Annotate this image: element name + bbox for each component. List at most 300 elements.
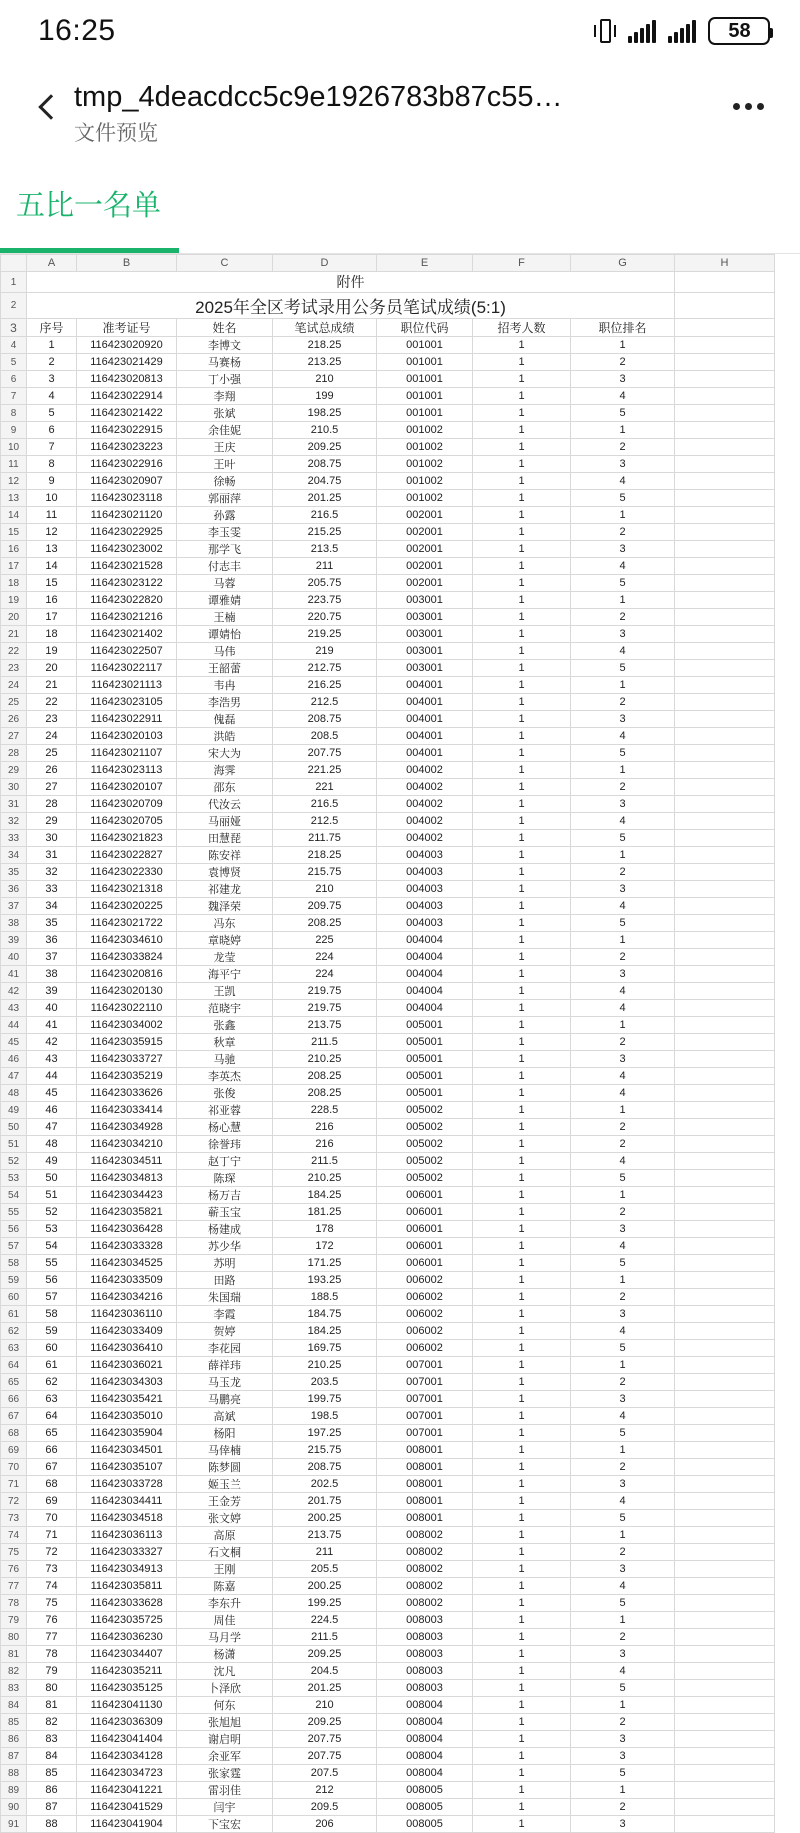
cell-exam-number[interactable]: 116423034128 <box>77 1748 177 1765</box>
cell-exam-number[interactable]: 116423041404 <box>77 1731 177 1748</box>
row-header[interactable]: 30 <box>1 779 27 796</box>
cell-position-rank[interactable]: 1 <box>571 1357 675 1374</box>
cell-name[interactable]: 王叶 <box>177 456 273 473</box>
cell-score[interactable]: 218.25 <box>273 337 377 354</box>
row-header-3[interactable]: 3 <box>1 319 27 337</box>
cell-position-code[interactable]: 004002 <box>377 830 473 847</box>
cell-score[interactable]: 207.5 <box>273 1765 377 1782</box>
table-row[interactable] <box>1 1476 775 1493</box>
cell-hire-count[interactable]: 1 <box>473 1612 571 1629</box>
cell-index[interactable]: 34 <box>27 898 77 915</box>
empty-cell[interactable] <box>675 796 775 813</box>
cell-index[interactable]: 41 <box>27 1017 77 1034</box>
cell-exam-number[interactable]: 116423034411 <box>77 1493 177 1510</box>
cell-hire-count[interactable]: 1 <box>473 643 571 660</box>
cell-hire-count[interactable]: 1 <box>473 1170 571 1187</box>
cell-position-rank[interactable]: 2 <box>571 1799 675 1816</box>
empty-cell[interactable] <box>675 354 775 371</box>
cell-exam-number[interactable]: 116423020130 <box>77 983 177 1000</box>
cell-index[interactable]: 57 <box>27 1289 77 1306</box>
cell-position-rank[interactable]: 5 <box>571 490 675 507</box>
cell-exam-number[interactable]: 116423020816 <box>77 966 177 983</box>
header-cell-hire-count[interactable]: 招考人数 <box>473 319 571 337</box>
cell-index[interactable]: 81 <box>27 1697 77 1714</box>
cell-position-rank[interactable]: 4 <box>571 898 675 915</box>
empty-cell[interactable] <box>675 1119 775 1136</box>
cell-score[interactable]: 209.75 <box>273 898 377 915</box>
cell-score[interactable]: 207.75 <box>273 1731 377 1748</box>
cell-position-rank[interactable]: 4 <box>571 1238 675 1255</box>
empty-cell[interactable] <box>675 422 775 439</box>
empty-cell[interactable] <box>675 439 775 456</box>
table-row[interactable] <box>1 915 775 932</box>
cell-hire-count[interactable]: 1 <box>473 1629 571 1646</box>
cell-hire-count[interactable]: 1 <box>473 1289 571 1306</box>
cell-hire-count[interactable]: 1 <box>473 422 571 439</box>
cell-name[interactable]: 张文婷 <box>177 1510 273 1527</box>
cell-index[interactable]: 82 <box>27 1714 77 1731</box>
cell-position-code[interactable]: 004004 <box>377 932 473 949</box>
table-row[interactable] <box>1 1306 775 1323</box>
cell-score[interactable]: 216 <box>273 1136 377 1153</box>
row-header-1[interactable]: 1 <box>1 272 27 293</box>
cell-position-code[interactable]: 006002 <box>377 1323 473 1340</box>
cell-name[interactable]: 付志丰 <box>177 558 273 575</box>
cell-exam-number[interactable]: 116423020107 <box>77 779 177 796</box>
empty-cell[interactable] <box>675 915 775 932</box>
cell-index[interactable]: 39 <box>27 983 77 1000</box>
row-header[interactable]: 26 <box>1 711 27 728</box>
cell-name[interactable]: 丁小强 <box>177 371 273 388</box>
cell-exam-number[interactable]: 116423035125 <box>77 1680 177 1697</box>
cell-hire-count[interactable]: 1 <box>473 1085 571 1102</box>
cell-position-rank[interactable]: 3 <box>571 1306 675 1323</box>
empty-cell[interactable] <box>675 1544 775 1561</box>
empty-cell[interactable] <box>675 1799 775 1816</box>
cell-index[interactable]: 8 <box>27 456 77 473</box>
table-row[interactable] <box>1 1119 775 1136</box>
cell-exam-number[interactable]: 116423020709 <box>77 796 177 813</box>
cell-exam-number[interactable]: 116423034928 <box>77 1119 177 1136</box>
cell-score[interactable]: 203.5 <box>273 1374 377 1391</box>
cell-hire-count[interactable]: 1 <box>473 473 571 490</box>
cell-hire-count[interactable]: 1 <box>473 1578 571 1595</box>
row-header[interactable]: 46 <box>1 1051 27 1068</box>
table-row[interactable] <box>1 507 775 524</box>
cell-hire-count[interactable]: 1 <box>473 694 571 711</box>
cell-hire-count[interactable]: 1 <box>473 371 571 388</box>
empty-cell[interactable] <box>675 881 775 898</box>
cell-position-code[interactable]: 004003 <box>377 864 473 881</box>
table-row[interactable] <box>1 1017 775 1034</box>
cell-name[interactable]: 海平宁 <box>177 966 273 983</box>
cell-position-rank[interactable]: 5 <box>571 1595 675 1612</box>
row-header[interactable]: 37 <box>1 898 27 915</box>
cell-name[interactable]: 李博文 <box>177 337 273 354</box>
cell-score[interactable]: 215.75 <box>273 864 377 881</box>
table-row[interactable] <box>1 711 775 728</box>
row-header[interactable]: 13 <box>1 490 27 507</box>
cell-name[interactable]: 下宝宏 <box>177 1816 273 1833</box>
cell-index[interactable]: 22 <box>27 694 77 711</box>
cell-position-code[interactable]: 003001 <box>377 643 473 660</box>
cell-score[interactable]: 204.75 <box>273 473 377 490</box>
cell-hire-count[interactable]: 1 <box>473 609 571 626</box>
cell-exam-number[interactable]: 116423033728 <box>77 1476 177 1493</box>
empty-cell[interactable] <box>675 1170 775 1187</box>
empty-cell[interactable] <box>675 1221 775 1238</box>
cell-hire-count[interactable]: 1 <box>473 1034 571 1051</box>
cell-position-rank[interactable]: 1 <box>571 1782 675 1799</box>
empty-cell[interactable] <box>675 932 775 949</box>
empty-cell[interactable] <box>675 1289 775 1306</box>
cell-name[interactable]: 马蓉 <box>177 575 273 592</box>
cell-position-code[interactable]: 005001 <box>377 1034 473 1051</box>
cell-exam-number[interactable]: 116423034525 <box>77 1255 177 1272</box>
cell-name[interactable]: 贺婷 <box>177 1323 273 1340</box>
cell-exam-number[interactable]: 116423023223 <box>77 439 177 456</box>
cell-index[interactable]: 61 <box>27 1357 77 1374</box>
cell-hire-count[interactable]: 1 <box>473 966 571 983</box>
empty-cell[interactable] <box>675 1748 775 1765</box>
cell-position-code[interactable]: 001002 <box>377 422 473 439</box>
cell-position-code[interactable]: 001001 <box>377 371 473 388</box>
table-row[interactable] <box>1 1068 775 1085</box>
cell-hire-count[interactable]: 1 <box>473 1714 571 1731</box>
empty-cell[interactable] <box>675 1136 775 1153</box>
cell-name[interactable]: 龙莹 <box>177 949 273 966</box>
cell-name[interactable]: 马月学 <box>177 1629 273 1646</box>
cell-index[interactable]: 84 <box>27 1748 77 1765</box>
cell-position-rank[interactable]: 3 <box>571 1646 675 1663</box>
empty-cell[interactable] <box>675 1714 775 1731</box>
cell-index[interactable]: 80 <box>27 1680 77 1697</box>
empty-cell[interactable] <box>675 1255 775 1272</box>
cell-name[interactable]: 冯东 <box>177 915 273 932</box>
cell-exam-number[interactable]: 116423021113 <box>77 677 177 694</box>
cell-position-rank[interactable]: 4 <box>571 1153 675 1170</box>
empty-cell[interactable] <box>675 1731 775 1748</box>
cell-position-rank[interactable]: 1 <box>571 1442 675 1459</box>
cell-hire-count[interactable]: 1 <box>473 1527 571 1544</box>
empty-cell[interactable] <box>675 626 775 643</box>
empty-cell[interactable] <box>675 1663 775 1680</box>
cell-index[interactable]: 79 <box>27 1663 77 1680</box>
cell-exam-number[interactable]: 116423035915 <box>77 1034 177 1051</box>
cell-score[interactable]: 210.25 <box>273 1170 377 1187</box>
row-header[interactable]: 27 <box>1 728 27 745</box>
row-header[interactable]: 19 <box>1 592 27 609</box>
table-row[interactable] <box>1 1085 775 1102</box>
cell-name[interactable]: 田路 <box>177 1272 273 1289</box>
cell-score[interactable]: 209.25 <box>273 1714 377 1731</box>
cell-position-code[interactable]: 008002 <box>377 1578 473 1595</box>
cell-score[interactable]: 198.5 <box>273 1408 377 1425</box>
cell-hire-count[interactable]: 1 <box>473 1459 571 1476</box>
cell-position-rank[interactable]: 1 <box>571 422 675 439</box>
column-header-c[interactable]: C <box>177 255 273 272</box>
cell-position-code[interactable]: 003001 <box>377 626 473 643</box>
row-header[interactable]: 8 <box>1 405 27 422</box>
cell-position-rank[interactable]: 1 <box>571 507 675 524</box>
cell-name[interactable]: 张俊 <box>177 1085 273 1102</box>
row-header[interactable]: 84 <box>1 1697 27 1714</box>
empty-cell[interactable] <box>675 660 775 677</box>
cell-position-code[interactable]: 008003 <box>377 1663 473 1680</box>
header-cell-position-rank[interactable]: 职位排名 <box>571 319 675 337</box>
table-row[interactable] <box>1 541 775 558</box>
cell-hire-count[interactable]: 1 <box>473 915 571 932</box>
cell-exam-number[interactable]: 116423021318 <box>77 881 177 898</box>
cell-hire-count[interactable]: 1 <box>473 1323 571 1340</box>
row-header[interactable]: 24 <box>1 677 27 694</box>
empty-cell[interactable] <box>675 524 775 541</box>
cell-name[interactable]: 杨建成 <box>177 1221 273 1238</box>
row-header[interactable]: 31 <box>1 796 27 813</box>
cell-position-rank[interactable]: 1 <box>571 1527 675 1544</box>
cell-index[interactable]: 21 <box>27 677 77 694</box>
cell-position-code[interactable]: 004002 <box>377 779 473 796</box>
cell-name[interactable]: 王金芳 <box>177 1493 273 1510</box>
cell-position-code[interactable]: 008002 <box>377 1527 473 1544</box>
cell-index[interactable]: 70 <box>27 1510 77 1527</box>
cell-position-code[interactable]: 008004 <box>377 1748 473 1765</box>
cell-position-code[interactable]: 008004 <box>377 1765 473 1782</box>
cell-name[interactable]: 邵东 <box>177 779 273 796</box>
cell-exam-number[interactable]: 116423036410 <box>77 1340 177 1357</box>
empty-cell[interactable] <box>675 319 775 337</box>
cell-position-rank[interactable]: 4 <box>571 728 675 745</box>
cell-score[interactable]: 221 <box>273 779 377 796</box>
cell-score[interactable]: 208.75 <box>273 456 377 473</box>
table-row[interactable] <box>1 1051 775 1068</box>
cell-position-code[interactable]: 001002 <box>377 456 473 473</box>
cell-name[interactable]: 张鑫 <box>177 1017 273 1034</box>
header-cell-name[interactable]: 姓名 <box>177 319 273 337</box>
cell-index[interactable]: 47 <box>27 1119 77 1136</box>
cell-exam-number[interactable]: 116423020103 <box>77 728 177 745</box>
cell-score[interactable]: 224.5 <box>273 1612 377 1629</box>
cell-position-rank[interactable]: 4 <box>571 1493 675 1510</box>
cell-index[interactable]: 42 <box>27 1034 77 1051</box>
cell-score[interactable]: 225 <box>273 932 377 949</box>
cell-exam-number[interactable]: 116423034913 <box>77 1561 177 1578</box>
table-row[interactable] <box>1 1612 775 1629</box>
cell-hire-count[interactable]: 1 <box>473 1221 571 1238</box>
empty-cell[interactable] <box>675 456 775 473</box>
empty-cell[interactable] <box>675 1816 775 1833</box>
cell-index[interactable]: 69 <box>27 1493 77 1510</box>
cell-position-rank[interactable]: 2 <box>571 864 675 881</box>
cell-hire-count[interactable]: 1 <box>473 779 571 796</box>
cell-index[interactable]: 10 <box>27 490 77 507</box>
empty-cell[interactable] <box>675 1680 775 1697</box>
cell-name[interactable]: 代汝云 <box>177 796 273 813</box>
cell-hire-count[interactable]: 1 <box>473 813 571 830</box>
cell-position-code[interactable]: 008001 <box>377 1459 473 1476</box>
cell-name[interactable]: 马伟 <box>177 643 273 660</box>
cell-name[interactable]: 卜泽欣 <box>177 1680 273 1697</box>
cell-score[interactable]: 171.25 <box>273 1255 377 1272</box>
table-row[interactable] <box>1 1459 775 1476</box>
empty-cell[interactable] <box>675 1017 775 1034</box>
empty-cell[interactable] <box>675 1306 775 1323</box>
cell-score[interactable]: 205.75 <box>273 575 377 592</box>
cell-hire-count[interactable]: 1 <box>473 1340 571 1357</box>
table-row[interactable] <box>1 1561 775 1578</box>
empty-cell[interactable] <box>675 1357 775 1374</box>
empty-cell[interactable] <box>675 1068 775 1085</box>
cell-position-rank[interactable]: 3 <box>571 456 675 473</box>
cell-index[interactable]: 4 <box>27 388 77 405</box>
cell-index[interactable]: 18 <box>27 626 77 643</box>
cell-index[interactable]: 73 <box>27 1561 77 1578</box>
cell-position-code[interactable]: 004001 <box>377 694 473 711</box>
cell-score[interactable]: 213.25 <box>273 354 377 371</box>
cell-name[interactable]: 李霞 <box>177 1306 273 1323</box>
cell-name[interactable]: 苏明 <box>177 1255 273 1272</box>
cell-index[interactable]: 65 <box>27 1425 77 1442</box>
table-row[interactable] <box>1 677 775 694</box>
cell-score[interactable]: 210.5 <box>273 422 377 439</box>
table-row[interactable] <box>1 1289 775 1306</box>
table-row[interactable] <box>1 439 775 456</box>
cell-index[interactable]: 25 <box>27 745 77 762</box>
cell-name[interactable]: 余佳妮 <box>177 422 273 439</box>
row-header[interactable]: 61 <box>1 1306 27 1323</box>
cell-name[interactable]: 马驰 <box>177 1051 273 1068</box>
row-header[interactable]: 65 <box>1 1374 27 1391</box>
empty-cell[interactable] <box>675 898 775 915</box>
empty-cell[interactable] <box>675 575 775 592</box>
cell-hire-count[interactable]: 1 <box>473 1051 571 1068</box>
cell-position-code[interactable]: 007001 <box>377 1391 473 1408</box>
cell-score[interactable]: 184.25 <box>273 1323 377 1340</box>
cell-hire-count[interactable]: 1 <box>473 762 571 779</box>
cell-score[interactable]: 215.75 <box>273 1442 377 1459</box>
cell-position-rank[interactable]: 5 <box>571 745 675 762</box>
row-header[interactable]: 54 <box>1 1187 27 1204</box>
row-header[interactable]: 63 <box>1 1340 27 1357</box>
table-row[interactable] <box>1 728 775 745</box>
cell-index[interactable]: 71 <box>27 1527 77 1544</box>
table-row[interactable] <box>1 1340 775 1357</box>
cell-exam-number[interactable]: 116423041904 <box>77 1816 177 1833</box>
table-row[interactable] <box>1 1714 775 1731</box>
row-header[interactable]: 14 <box>1 507 27 524</box>
cell-score[interactable]: 219.25 <box>273 626 377 643</box>
cell-index[interactable]: 16 <box>27 592 77 609</box>
cell-score[interactable]: 205.5 <box>273 1561 377 1578</box>
cell-hire-count[interactable]: 1 <box>473 1306 571 1323</box>
table-row[interactable] <box>1 1034 775 1051</box>
cell-score[interactable]: 211.5 <box>273 1629 377 1646</box>
table-row[interactable] <box>1 456 775 473</box>
cell-position-code[interactable]: 005002 <box>377 1119 473 1136</box>
cell-position-code[interactable]: 008001 <box>377 1493 473 1510</box>
table-row[interactable] <box>1 694 775 711</box>
cell-name[interactable]: 魏泽荣 <box>177 898 273 915</box>
cell-exam-number[interactable]: 116423022330 <box>77 864 177 881</box>
cell-hire-count[interactable]: 1 <box>473 1272 571 1289</box>
cell-hire-count[interactable]: 1 <box>473 983 571 1000</box>
cell-name[interactable]: 王庆 <box>177 439 273 456</box>
cell-score[interactable]: 210.25 <box>273 1051 377 1068</box>
cell-position-code[interactable]: 008001 <box>377 1442 473 1459</box>
cell-position-rank[interactable]: 3 <box>571 1748 675 1765</box>
table-row[interactable] <box>1 1697 775 1714</box>
cell-exam-number[interactable]: 116423023113 <box>77 762 177 779</box>
cell-exam-number[interactable]: 116423022820 <box>77 592 177 609</box>
row-header[interactable]: 79 <box>1 1612 27 1629</box>
cell-exam-number[interactable]: 116423033628 <box>77 1595 177 1612</box>
table-row[interactable] <box>1 966 775 983</box>
row-header[interactable]: 91 <box>1 1816 27 1833</box>
row-header[interactable]: 18 <box>1 575 27 592</box>
cell-hire-count[interactable]: 1 <box>473 354 571 371</box>
cell-position-rank[interactable]: 5 <box>571 1680 675 1697</box>
row-header[interactable]: 68 <box>1 1425 27 1442</box>
empty-cell[interactable] <box>675 830 775 847</box>
cell-position-code[interactable]: 005001 <box>377 1051 473 1068</box>
cell-position-code[interactable]: 004002 <box>377 796 473 813</box>
cell-exam-number[interactable]: 116423021422 <box>77 405 177 422</box>
table-row[interactable] <box>1 932 775 949</box>
cell-name[interactable]: 徐誉玮 <box>177 1136 273 1153</box>
cell-exam-number[interactable]: 116423023105 <box>77 694 177 711</box>
empty-cell[interactable] <box>675 592 775 609</box>
table-row[interactable] <box>1 1102 775 1119</box>
table-row[interactable] <box>1 983 775 1000</box>
cell-hire-count[interactable]: 1 <box>473 1544 571 1561</box>
empty-cell[interactable] <box>675 1527 775 1544</box>
cell-exam-number[interactable]: 116423035904 <box>77 1425 177 1442</box>
table-row[interactable] <box>1 864 775 881</box>
empty-cell[interactable] <box>675 966 775 983</box>
cell-hire-count[interactable]: 1 <box>473 1374 571 1391</box>
cell-index[interactable]: 11 <box>27 507 77 524</box>
table-row[interactable] <box>1 626 775 643</box>
row-header[interactable]: 73 <box>1 1510 27 1527</box>
empty-cell[interactable] <box>675 1561 775 1578</box>
table-row[interactable] <box>1 1748 775 1765</box>
cell-name[interactable]: 薛祥玮 <box>177 1357 273 1374</box>
cell-exam-number[interactable]: 116423035821 <box>77 1204 177 1221</box>
empty-cell[interactable] <box>675 1391 775 1408</box>
row-header[interactable]: 88 <box>1 1765 27 1782</box>
cell-index[interactable]: 87 <box>27 1799 77 1816</box>
cell-hire-count[interactable]: 1 <box>473 796 571 813</box>
cell-score[interactable]: 210.25 <box>273 1357 377 1374</box>
cell-exam-number[interactable]: 116423034002 <box>77 1017 177 1034</box>
cell-position-rank[interactable]: 1 <box>571 677 675 694</box>
empty-cell[interactable] <box>675 677 775 694</box>
cell-hire-count[interactable]: 1 <box>473 1425 571 1442</box>
table-row[interactable] <box>1 847 775 864</box>
cell-index[interactable]: 38 <box>27 966 77 983</box>
cell-index[interactable]: 43 <box>27 1051 77 1068</box>
row-header[interactable]: 62 <box>1 1323 27 1340</box>
empty-cell[interactable] <box>675 388 775 405</box>
cell-position-code[interactable]: 008001 <box>377 1476 473 1493</box>
table-row[interactable] <box>1 405 775 422</box>
table-row[interactable] <box>1 337 775 354</box>
cell-exam-number[interactable]: 116423035010 <box>77 1408 177 1425</box>
cell-index[interactable]: 88 <box>27 1816 77 1833</box>
cell-hire-count[interactable]: 1 <box>473 1255 571 1272</box>
cell-position-rank[interactable]: 1 <box>571 1187 675 1204</box>
cell-exam-number[interactable]: 116423036428 <box>77 1221 177 1238</box>
